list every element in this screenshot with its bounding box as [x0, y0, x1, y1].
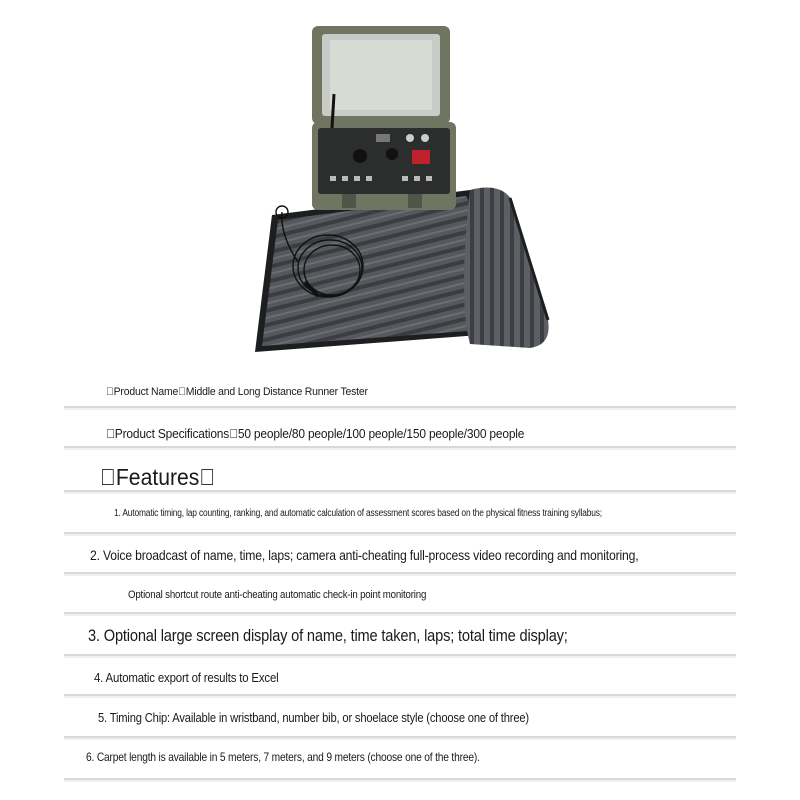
feature-item: Optional shortcut route anti-cheating automatic check-in point monitoring [128, 589, 427, 601]
features-heading:  Features  [100, 464, 216, 490]
feature-item: 2. Voice broadcast of name, time, laps; camera anti-cheating full-process video recording and monitoring, [90, 547, 639, 563]
divider [64, 694, 736, 696]
divider [64, 612, 736, 614]
timing-device-case [312, 26, 456, 210]
carpet-mat [255, 188, 549, 352]
feature-item: 5. Timing Chip: Available in wristband, number bib, or shoelace style (choose one of three) [98, 710, 529, 725]
product-spec-line:  Product Specifications 50 people/80 people/100 people/150 people/300 people [106, 426, 525, 441]
feature-item: 3. Optional large screen display of name, time taken, laps; total time display; [88, 626, 568, 645]
divider [64, 778, 736, 780]
product-name-line:  Product Name Middle and Long Distance Runner Tester [106, 386, 368, 398]
divider [64, 532, 736, 534]
feature-item: 1. Automatic timing, lap counting, ranking, and automatic calculation of assessment scores based on the physical fitness training syllabus; [114, 508, 602, 519]
divider [64, 736, 736, 738]
divider [64, 572, 736, 574]
feature-item: 6. Carpet length is available in 5 meters, 7 meters, and 9 meters (choose one of the three). [86, 750, 480, 764]
divider [64, 406, 736, 408]
product-photo [0, 0, 800, 370]
feature-item: 4. Automatic export of results to Excel [94, 670, 279, 685]
divider [64, 654, 736, 656]
divider [64, 446, 736, 448]
